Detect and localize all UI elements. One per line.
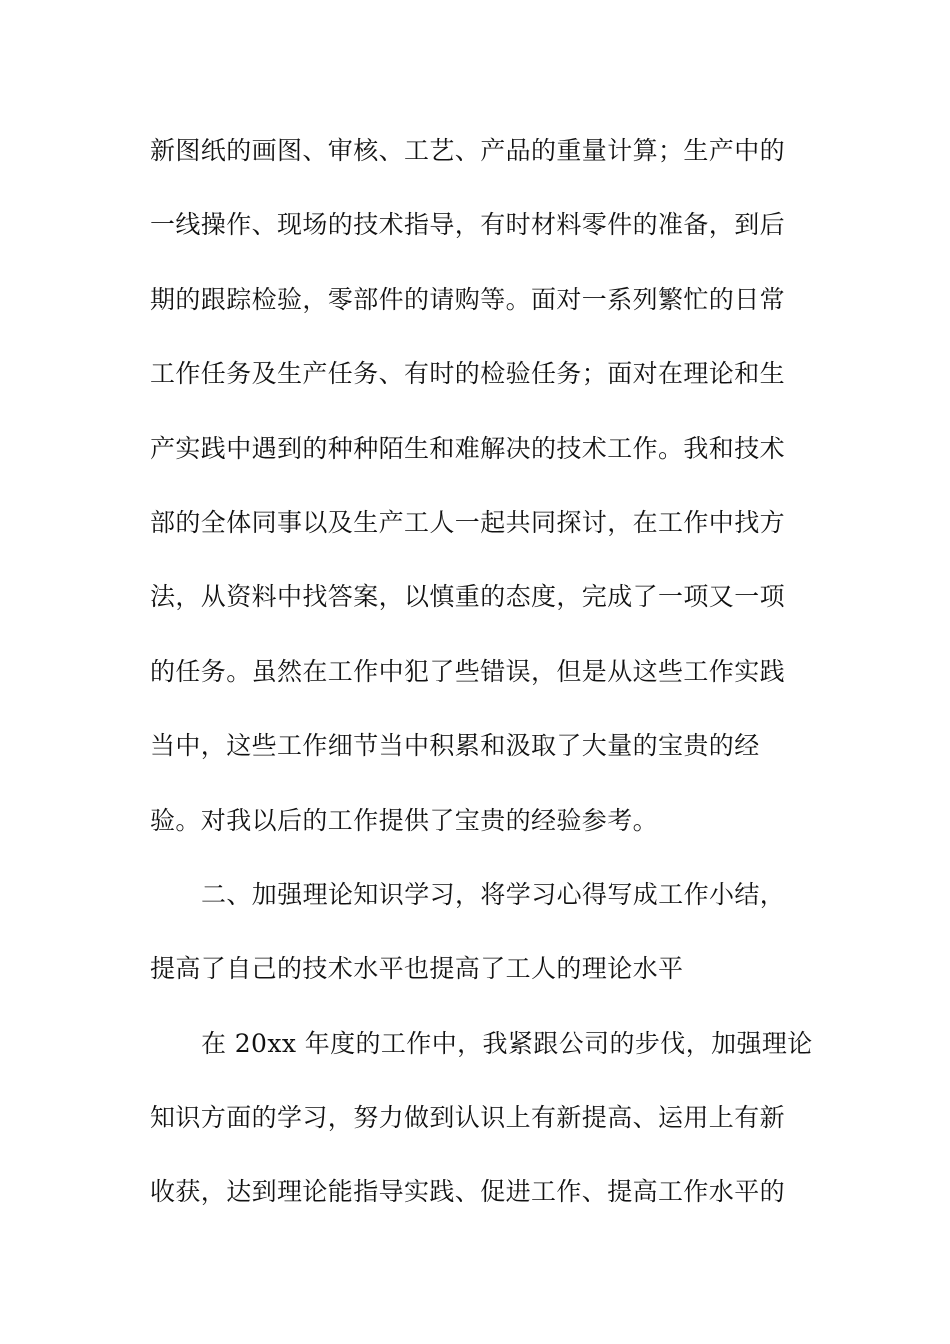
paragraph-line: 部的全体同事以及生产工人一起共同探讨，在工作中找方: [150, 507, 786, 537]
document-body: [150, 114, 813, 1230]
paragraph-line: 的任务。虽然在工作中犯了些错误，但是从这些工作实践: [150, 656, 786, 686]
section-heading-line: 提高了自己的技术水平也提高了工人的理论水平: [150, 954, 684, 984]
paragraph-line: 当中，这些工作细节当中积累和汲取了大量的宝贵的经: [150, 731, 760, 761]
paragraph-line: 新图纸的画图、审核、工艺、产品的重量计算；生产中的: [150, 136, 786, 165]
paragraph-line: 产实践中遇到的种种陌生和难解决的技术工作。我和技术: [150, 433, 786, 463]
paragraph-line: 期的跟踪检验，零部件的请购等。面对一系列繁忙的日常: [150, 284, 786, 314]
paragraph-line: 收获，达到理论能指导实践、促进工作、提高工作水平的: [150, 1177, 786, 1207]
paragraph-line: 知识方面的学习，努力做到认识上有新提高、运用上有新: [150, 1103, 786, 1133]
paragraph-line: 一线操作、现场的技术指导，有时材料零件的准备，到后: [150, 210, 786, 240]
paragraph-line: 法，从资料中找答案，以慎重的态度，完成了一项又一项: [150, 582, 786, 612]
paragraph-line: 在 20xx 年度的工作中，我紧跟公司的步伐，加强理论: [201, 1028, 813, 1058]
paragraph-line: 验。对我以后的工作提供了宝贵的经验参考。: [150, 805, 659, 835]
section-heading-line: 二、加强理论知识学习，将学习心得写成工作小结，: [201, 879, 786, 909]
paragraph-line: 工作任务及生产任务、有时的检验任务；面对在理论和生: [150, 359, 786, 389]
